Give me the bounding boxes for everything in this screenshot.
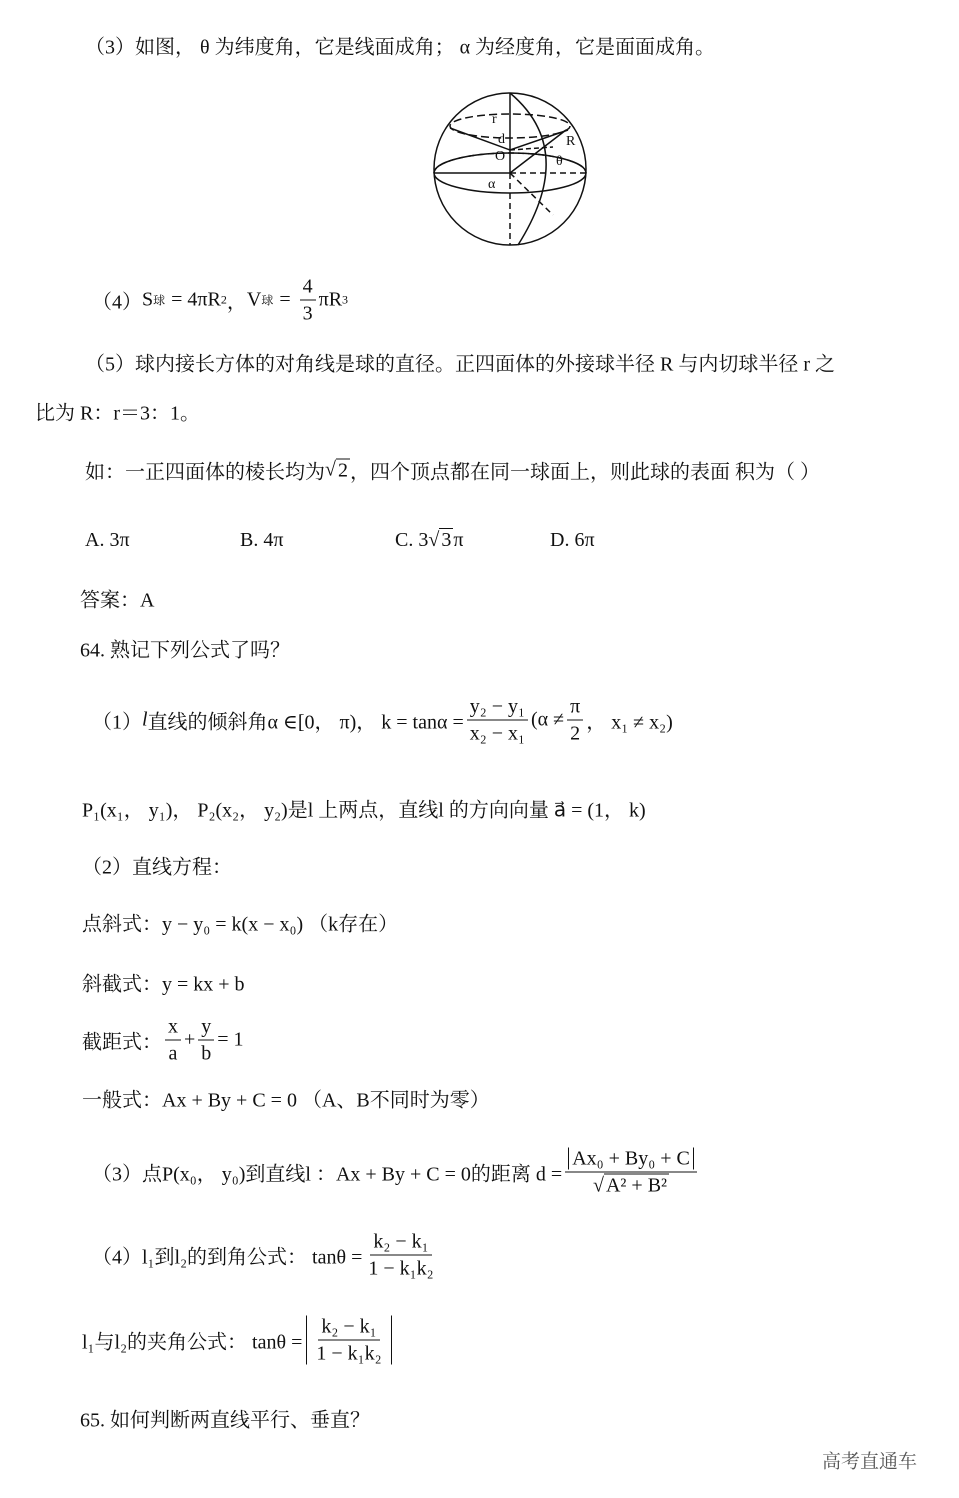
slope-intercept-form: 斜截式：y = kx + b: [82, 973, 245, 996]
slope-fraction: [467, 696, 528, 745]
label-r: r: [492, 112, 497, 127]
question-post: ，四个顶点都在同一球面上，则此球的表面 积为（ ）: [349, 461, 820, 484]
x-over-a: [165, 1016, 181, 1065]
included-angle-fraction: [313, 1316, 384, 1365]
slope-text: 直线的倾斜角α ∈[0， π)， k = tanα =: [147, 711, 464, 734]
numerator: 4: [300, 276, 316, 301]
numerator: y₂ − y₁: [467, 696, 528, 721]
included-angle-text: l₁与l₂的夹角公式： tanθ =: [82, 1331, 303, 1354]
option-b: B. 4π: [240, 528, 284, 551]
direction-vector: P₁(x₁， y₁)， P₂(x₂， y₂)是l 上两点，直线l 的方向向量 a⃗ = (1， k): [82, 799, 646, 822]
exp-2: 2: [220, 292, 227, 307]
label-o: O: [495, 149, 506, 164]
surface-rhs: = 4πR: [171, 288, 221, 311]
option-a: A. 3π: [85, 528, 130, 551]
denominator: a: [168, 1042, 178, 1065]
option-c: C. 3√ 3 π: [395, 528, 464, 551]
numerator: k₂ − k₁: [318, 1316, 379, 1341]
sphere-figure: [428, 90, 592, 248]
condition-pre: (α ≠: [530, 708, 565, 731]
denominator: 1 − k₁k₂: [368, 1257, 434, 1280]
label-r-big: R: [566, 134, 576, 149]
watermark: 高考直通车: [822, 1451, 918, 1473]
option-d: D. 6π: [550, 528, 595, 551]
general-form: 一般式：Ax + By + C = 0 （A、B不同时为零）: [82, 1089, 490, 1112]
question-64: 64. 熟记下列公式了吗？: [80, 639, 290, 662]
plus: +: [184, 1028, 196, 1051]
point-slope-form: 点斜式：y − y₀ = k(x − x₀) （k存在）: [82, 913, 399, 936]
condition-post: ， x₁ ≠ x₂): [586, 711, 673, 734]
denominator: x₂ − x₁: [469, 722, 525, 745]
abs-value: [306, 1316, 391, 1365]
to-angle-fraction: [365, 1231, 436, 1280]
formula-slope: [92, 696, 673, 745]
distance-fraction: [565, 1148, 697, 1197]
formula-to-angle: [92, 1231, 440, 1280]
sqrt-sign: √: [325, 458, 336, 481]
question-pre: 如：一正四面体的棱长均为: [85, 461, 325, 484]
line-equations-title: （2）直线方程：: [82, 856, 232, 879]
denominator: 1 − k₁k₂: [316, 1342, 382, 1365]
item-number: （1）: [92, 711, 142, 734]
denominator: √ A² + B²: [592, 1174, 668, 1197]
formula-included-angle: [82, 1316, 392, 1365]
sqrt-radicand: 3: [441, 528, 452, 551]
paragraph-5-line-2: 比为 R：r＝3：1。: [35, 402, 200, 425]
paragraph-5-line-1: （5）球内接长方体的对角线是球的直径。正四面体的外接球半径 R 与内切球半径 r 之: [85, 353, 835, 376]
numerator: x: [165, 1016, 181, 1041]
paragraph-3: （3）如图， θ 为纬度角，它是线面成角； α 为经度角，它是面面成角。: [85, 36, 716, 59]
option-c-tail: π: [453, 528, 464, 551]
sqrt-radicand: A² + B²: [605, 1174, 668, 1197]
separator: ，: [226, 291, 247, 314]
fraction-4-3: [300, 276, 316, 325]
option-c-label: C. 3: [395, 528, 429, 551]
sub-ball: 球: [153, 293, 166, 308]
denominator: b: [201, 1042, 212, 1065]
numerator: [565, 1148, 697, 1173]
exp-3: 3: [342, 292, 349, 307]
v-symbol: V: [246, 288, 262, 311]
answer: 答案：A: [80, 589, 155, 612]
denominator: 2: [570, 722, 581, 745]
label-alpha: α: [488, 177, 496, 192]
equals: =: [279, 288, 291, 311]
example-question: [85, 456, 820, 485]
denominator: 3: [302, 302, 313, 325]
s-symbol: S: [142, 288, 154, 311]
to-angle-text: （4）l₁到l₂的到角公式： tanθ =: [92, 1246, 363, 1269]
volume-rhs: πR: [318, 288, 343, 311]
formula-distance: [92, 1148, 700, 1197]
label-theta: θ: [556, 154, 563, 169]
label: 截距式：: [82, 1031, 162, 1054]
line-l: l: [142, 708, 148, 731]
intercept-form: [82, 1016, 244, 1065]
abs-numerator: Ax₀ + By₀ + C: [568, 1148, 694, 1170]
item-number: （4）: [92, 291, 142, 314]
numerator: k₂ − k₁: [370, 1231, 431, 1256]
y-over-b: [198, 1016, 214, 1065]
numerator: π: [567, 696, 583, 721]
sqrt-radicand: 2: [337, 459, 348, 481]
numerator: y: [198, 1016, 214, 1041]
formula-sphere: [92, 276, 348, 325]
options-row: [85, 525, 685, 555]
distance-text: （3）点P(x₀， y₀)到直线l ：Ax + By + C = 0的距离 d =: [92, 1163, 563, 1186]
pi-over-2: [567, 696, 583, 745]
sub-ball: 球: [261, 293, 274, 308]
label-d: d: [498, 132, 505, 147]
question-65: 65. 如何判断两直线平行、垂直？: [80, 1409, 370, 1432]
rhs: = 1: [217, 1028, 244, 1051]
